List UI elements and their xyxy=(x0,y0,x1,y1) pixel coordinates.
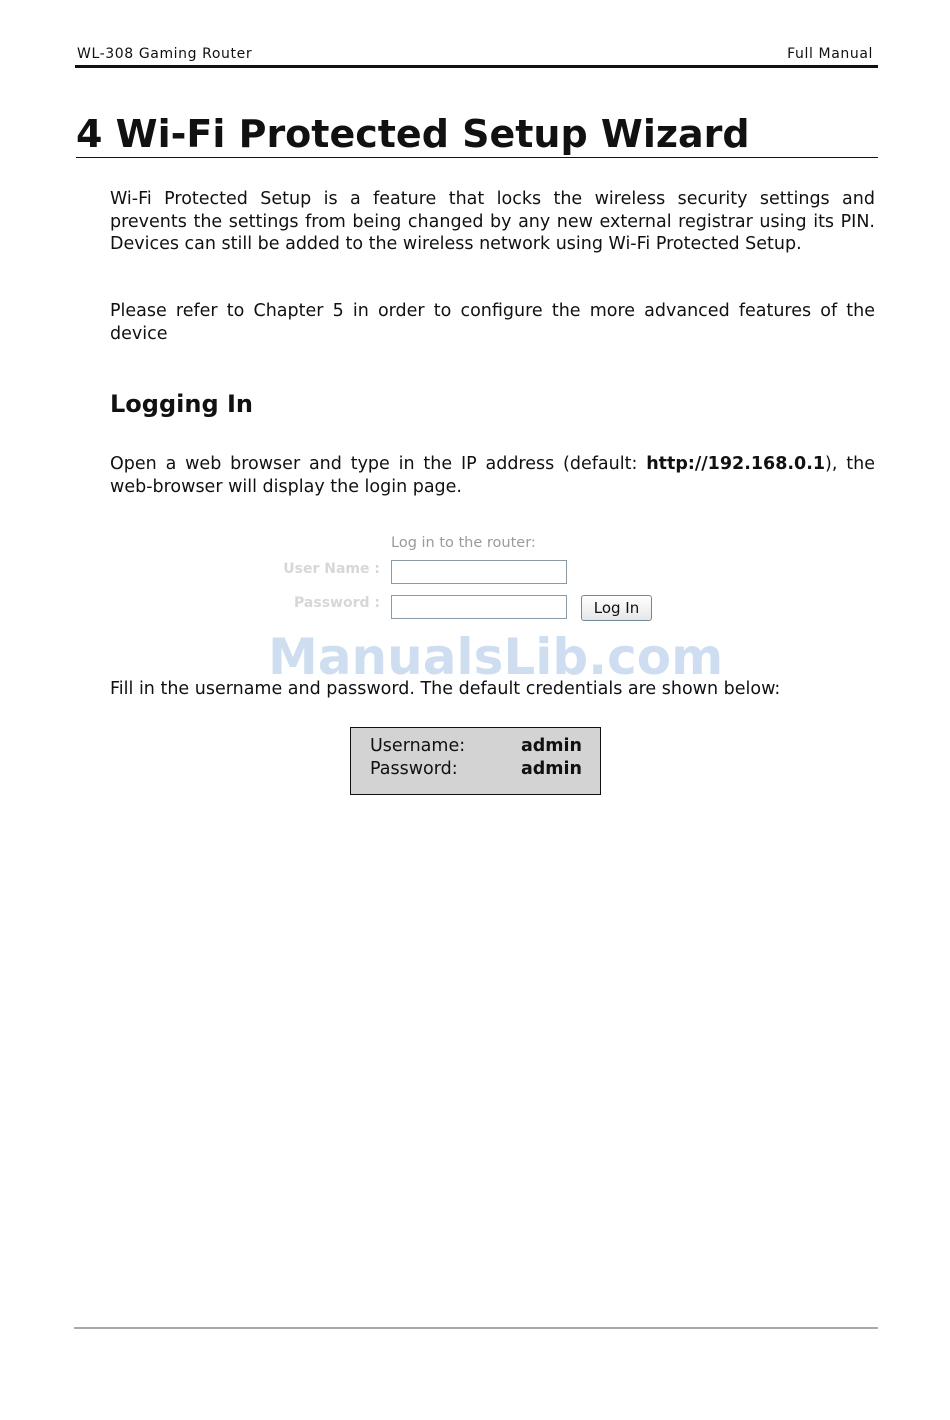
header-product-name: WL-308 Gaming Router xyxy=(77,46,253,62)
section-title: Logging In xyxy=(110,390,254,418)
login-caption: Log in to the router: xyxy=(391,535,536,551)
credential-username-value: admin xyxy=(520,736,582,756)
login-instructions-paragraph xyxy=(110,453,875,498)
instructions-text-before: Open a web browser and type in the IP address (default: xyxy=(110,454,647,474)
watermark: ManualsLib.com xyxy=(268,628,724,686)
username-input[interactable] xyxy=(391,560,567,584)
credential-username-label: Username: xyxy=(370,736,466,756)
intro-paragraph: Wi-Fi Protected Setup is a feature that locks the wireless security settings and prevents the settings from being changed by any new external registrar using its PIN. Devices can still be added to the wireless network using Wi-Fi Protected Setup. xyxy=(110,189,875,254)
header-manual-name: Full Manual xyxy=(787,46,873,62)
default-credentials-box xyxy=(350,727,601,795)
login-form-screenshot xyxy=(275,530,675,630)
reference-paragraph: Please refer to Chapter 5 in order to configure the more advanced features of the device xyxy=(110,301,875,344)
credential-password-value: admin xyxy=(520,759,582,779)
password-input[interactable] xyxy=(391,595,567,619)
credential-password-label: Password: xyxy=(370,759,458,779)
page-header xyxy=(75,44,878,68)
chapter-title: 4 Wi-Fi Protected Setup Wizard xyxy=(76,108,878,158)
footer-divider xyxy=(74,1327,878,1329)
login-button[interactable]: Log In xyxy=(581,595,652,621)
password-label: Password : xyxy=(294,595,380,611)
password-credential-row xyxy=(370,759,582,782)
instructions-text-after: ), the web-browser will display the login page. xyxy=(110,454,875,497)
credentials-intro-paragraph: Fill in the username and password. The default credentials are shown below: xyxy=(110,679,781,699)
username-credential-row xyxy=(370,736,582,759)
username-label: User Name : xyxy=(283,561,380,577)
default-ip-address: http://192.168.0.1 xyxy=(646,454,826,474)
